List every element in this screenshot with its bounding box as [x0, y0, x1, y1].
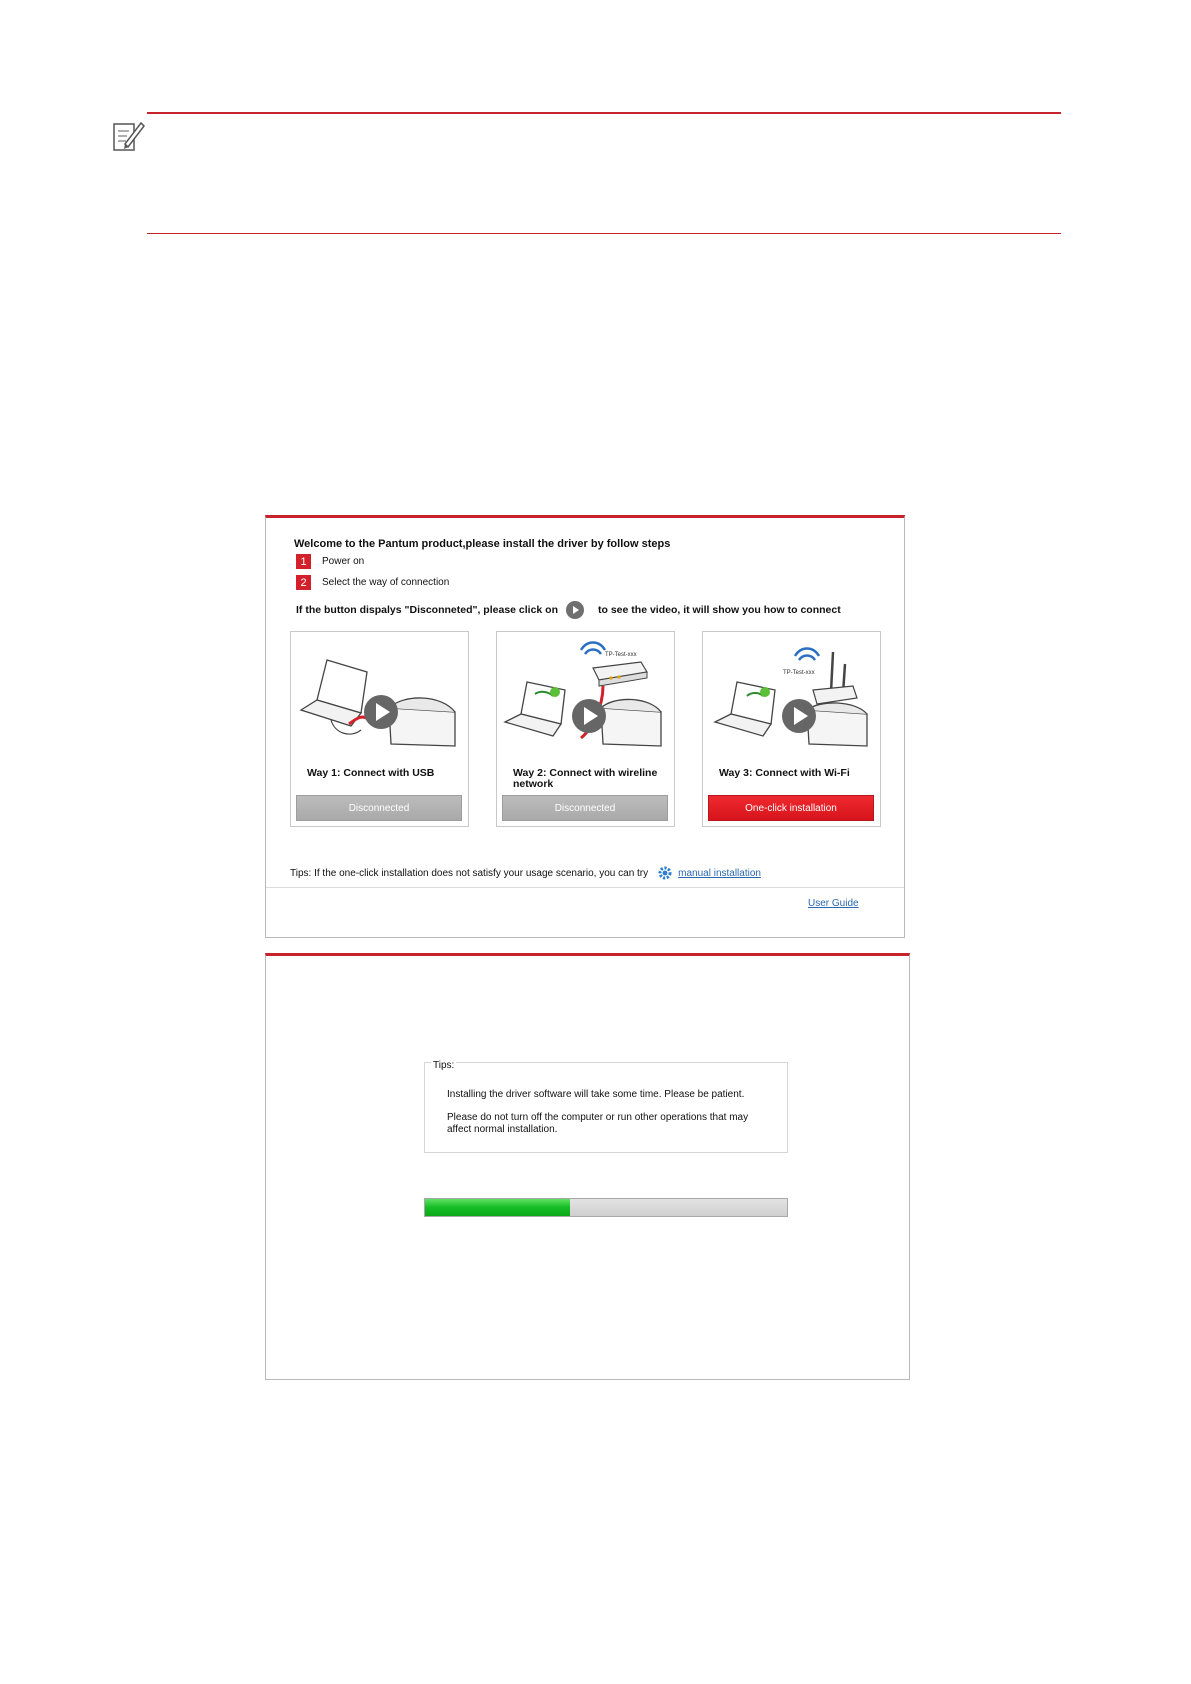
- manual-install-tip: [290, 866, 761, 880]
- hint-text-before: If the button dispalys "Disconneted", please click on: [296, 604, 559, 616]
- way-card-usb: [290, 631, 469, 827]
- tips-box: [424, 1062, 788, 1153]
- ssid-label: TP-Test-xxx: [605, 652, 637, 658]
- way-title: Way 1: Connect with USB: [307, 767, 435, 779]
- gear-icon: [658, 866, 672, 880]
- wifi-connection-illustration: [707, 638, 877, 750]
- manual-installation-link[interactable]: manual installation: [678, 867, 761, 879]
- way-card-wireline: [496, 631, 675, 827]
- installer-connection-window: [265, 515, 905, 938]
- wireline-connection-illustration: [501, 638, 671, 750]
- video-hint: [296, 601, 841, 619]
- tips-line: Installing the driver software will take some time. Please be patient.: [447, 1089, 745, 1100]
- install-progress-bar: [424, 1198, 788, 1217]
- way-title: Way 2: Connect with wireline network: [513, 767, 658, 790]
- tips-line: Please do not turn off the computer or run other operations that may affect normal installation.: [447, 1112, 749, 1135]
- step-number: 2: [296, 575, 311, 590]
- installer-progress-window: [265, 953, 910, 1380]
- usb-disconnected-button[interactable]: Disconnected: [296, 795, 462, 821]
- note-icon: [111, 118, 147, 154]
- tips-label: Tips:: [433, 1060, 455, 1071]
- note-top-rule: [147, 112, 1061, 114]
- ssid-label: TP-Test-xxx: [783, 670, 815, 676]
- play-icon[interactable]: [566, 601, 584, 619]
- welcome-heading: Welcome to the Pantum product,please install the driver by follow steps: [294, 538, 671, 550]
- step-number: 1: [296, 554, 311, 569]
- way-card-wifi: [702, 631, 881, 827]
- step-label: Power on: [322, 556, 365, 567]
- wireline-disconnected-button[interactable]: Disconnected: [502, 795, 668, 821]
- footer-divider: [266, 887, 904, 888]
- tips-text: Tips: If the one-click installation does not satisfy your usage scenario, you can try: [290, 867, 649, 879]
- step-label: Select the way of connection: [322, 577, 450, 588]
- user-guide-link[interactable]: User Guide: [808, 898, 859, 909]
- note-bottom-rule: [147, 233, 1061, 234]
- progress-fill: [425, 1199, 570, 1216]
- usb-connection-illustration: [295, 638, 465, 750]
- step-power-on: [296, 554, 364, 569]
- hint-text-after: to see the video, it will show you how to connect: [598, 604, 841, 616]
- way-title: Way 3: Connect with Wi-Fi: [719, 767, 850, 779]
- step-select-connection: [296, 575, 449, 590]
- one-click-installation-button[interactable]: One-click installation: [708, 795, 874, 821]
